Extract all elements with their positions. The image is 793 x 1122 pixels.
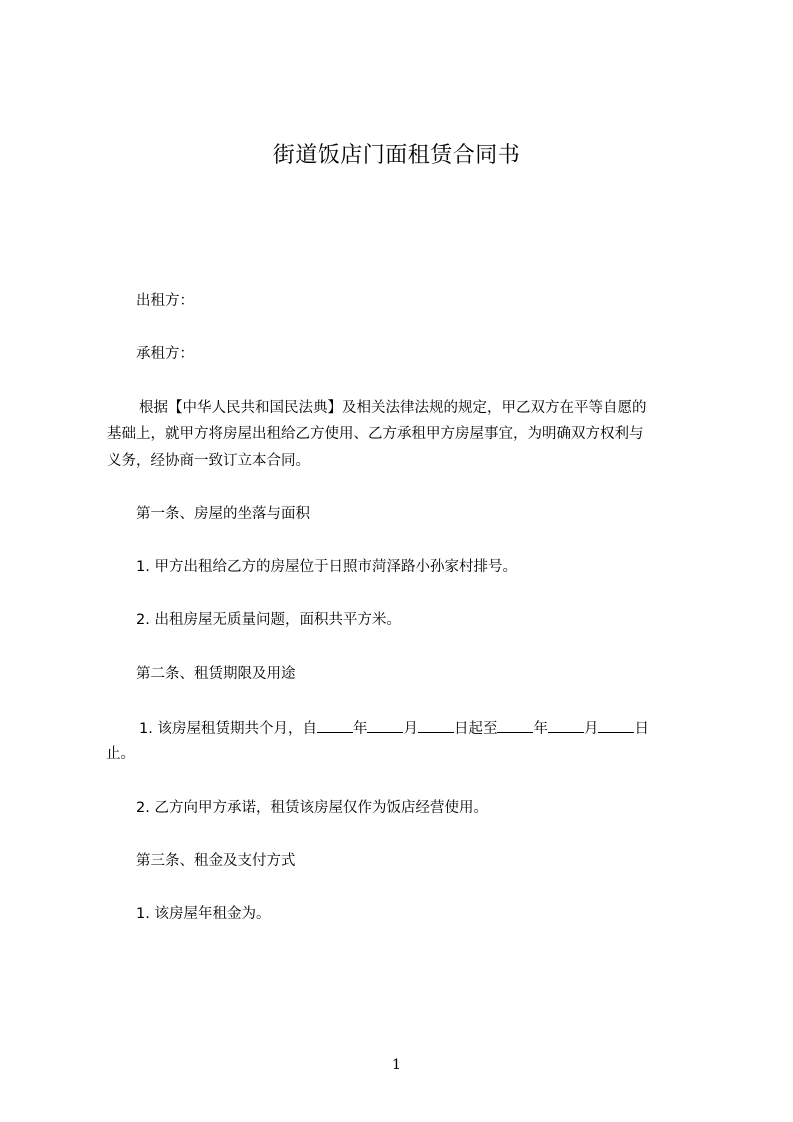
preamble-line-2: 基础上，就甲方将房屋出租给乙方使用、乙方承租甲方房屋事宜，为明确双方权利与 — [107, 426, 644, 442]
article-3-heading: 第三条、租金及支付方式 — [136, 853, 296, 869]
document-title: 街道饭店门面租赁合同书 — [272, 143, 521, 168]
lease-term-text: 1. 该房屋租赁期共个月，自 — [139, 721, 317, 737]
article-3-item-1: 1. 该房屋年租金为。 — [136, 906, 271, 922]
article-1-item-1: 1. 甲方出租给乙方的房屋位于日照市菏泽路小孙家村排号。 — [136, 559, 517, 575]
article-2-item-1 — [139, 718, 649, 739]
preamble-line-3: 义务，经协商一致订立本合同。 — [107, 453, 310, 469]
page-number: 1 — [392, 1057, 401, 1073]
lessor-label: 出租方： — [136, 293, 194, 309]
end-month-blank — [548, 718, 584, 733]
year-label: 年 — [352, 721, 368, 737]
end-year-blank — [497, 718, 533, 733]
end-month-label: 月 — [583, 721, 599, 737]
end-day-blank — [598, 718, 634, 733]
preamble-line-1: 根据【中华人民共和国民法典】及相关法律法规的规定，甲乙双方在平等自愿的 — [139, 400, 647, 416]
article-2-heading: 第二条、租赁期限及用途 — [136, 666, 296, 682]
article-1-item-2: 2. 出租房屋无质量问题，面积共平方米。 — [136, 612, 401, 628]
end-day-label: 日 — [634, 721, 649, 737]
article-2-item-1-continuation: 止。 — [106, 746, 135, 762]
start-to-label: 日起至 — [453, 721, 498, 737]
start-year-blank — [317, 718, 353, 733]
end-year-label: 年 — [533, 721, 548, 737]
month-label: 月 — [403, 721, 418, 737]
lessee-label: 承租方： — [136, 346, 194, 362]
article-2-item-2: 2. 乙方向甲方承诺，租赁该房屋仅作为饭店经营使用。 — [136, 800, 488, 816]
start-month-blank — [367, 718, 403, 733]
start-day-blank — [418, 718, 454, 733]
article-1-heading: 第一条、房屋的坐落与面积 — [136, 506, 310, 522]
